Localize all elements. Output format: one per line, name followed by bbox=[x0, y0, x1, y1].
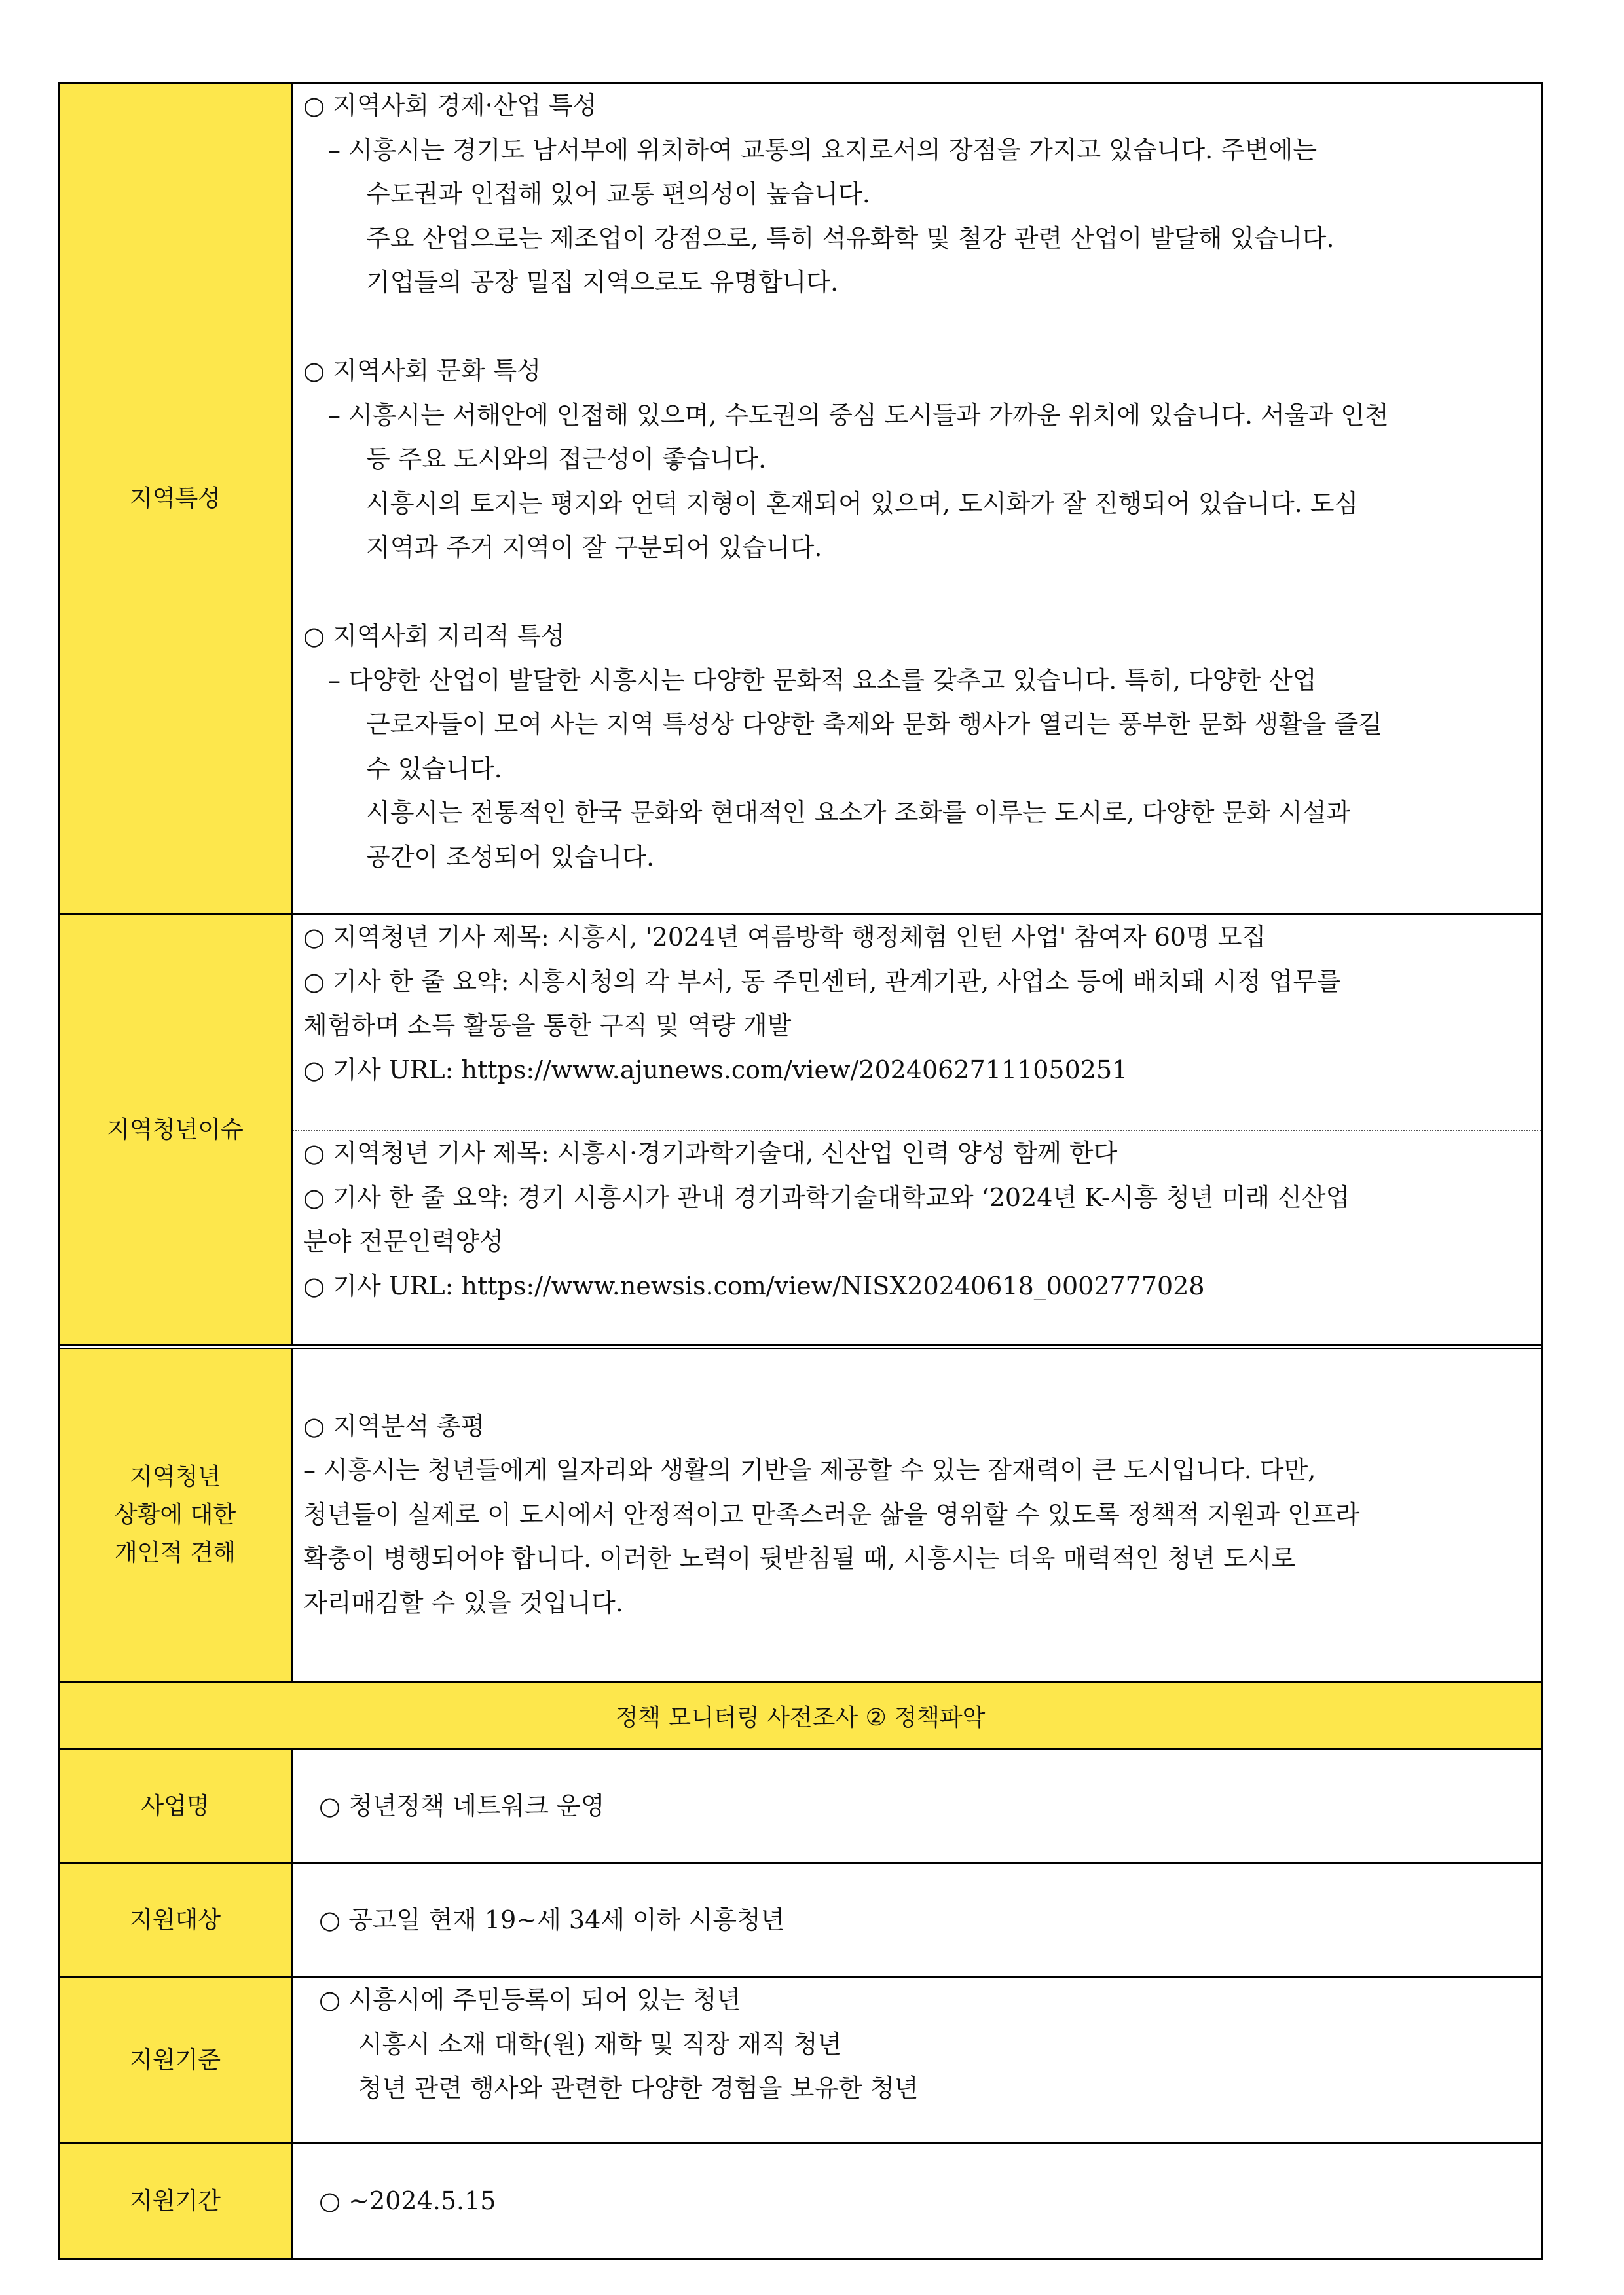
criteria-line: 시흥시 소재 대학(원) 재학 및 직장 재직 청년 bbox=[358, 2029, 842, 2059]
geography-line: 시흥시는 전통적인 한국 문화와 현대적인 요소가 조화를 이루는 도시로, 다양한 문화 시설과 bbox=[366, 798, 1351, 827]
geography-line: 공간이 조성되어 있습니다. bbox=[366, 842, 655, 872]
period-row bbox=[60, 2144, 1541, 2258]
target-row bbox=[60, 1864, 1541, 1978]
period-content bbox=[293, 2144, 1541, 2258]
opinion-line: 청년들이 실제로 이 도시에서 안정적이고 만족스러운 삶을 영위할 수 있도록 정책적 지원과 인프라 bbox=[303, 1499, 1360, 1529]
opinion-label-line: 지역청년 bbox=[129, 1463, 221, 1490]
article-2 bbox=[293, 1130, 1541, 1308]
project-content bbox=[293, 1750, 1541, 1862]
economy-line: 주요 산업으로는 제조업이 강점으로, 특히 석유화학 및 철강 관련 산업이 발달해 있습니다. bbox=[366, 223, 1335, 253]
economy-heading: ○ 지역사회 경제·산업 특성 bbox=[303, 91, 597, 120]
opinion-line: – 시흥시는 청년들에게 일자리와 생활의 기반을 제공할 수 있는 잠재력이 큰 도시입니다. 다만, bbox=[303, 1456, 1316, 1485]
project-label: 사업명 bbox=[60, 1750, 293, 1862]
economy-line: 수도권과 인접해 있어 교통 편의성이 높습니다. bbox=[366, 179, 870, 208]
criteria-label: 지원기준 bbox=[60, 1978, 293, 2142]
target-content bbox=[293, 1864, 1541, 1976]
economy-line: – 시흥시는 경기도 남서부에 위치하여 교통의 요지로서의 장점을 가지고 있습니다. 주변에는 bbox=[328, 135, 1318, 164]
region-row bbox=[60, 84, 1541, 915]
article-title: ○ 지역청년 기사 제목: 시흥시·경기과학기술대, 신산업 인력 양성 함께 한다 bbox=[303, 1139, 1118, 1167]
article-summary: 분야 전문인력양성 bbox=[303, 1227, 504, 1256]
region-content bbox=[293, 84, 1541, 913]
culture-line: 시흥시의 토지는 평지와 언덕 지형이 혼재되어 있으며, 도시화가 잘 진행되어 있습니다. 도심 bbox=[366, 488, 1359, 518]
criteria-content bbox=[293, 1978, 1541, 2142]
period-value: ○ ~2024.5.15 bbox=[319, 2186, 496, 2216]
target-value: ○ 공고일 현재 19~세 34세 이하 시흥청년 bbox=[319, 1905, 785, 1934]
geography-line: – 다양한 산업이 발달한 시흥시는 다양한 문화적 요소를 갖추고 있습니다. 특히, 다양한 산업 bbox=[328, 665, 1317, 695]
project-value: ○ 청년정책 네트워크 운영 bbox=[319, 1791, 605, 1820]
opinion-label bbox=[60, 1349, 293, 1681]
opinion-content bbox=[293, 1349, 1541, 1681]
document-table bbox=[58, 82, 1543, 2260]
youth-issue-label: 지역청년이슈 bbox=[60, 915, 293, 1344]
youth-issue-row bbox=[60, 915, 1541, 1349]
criteria-line: ○ 시흥시에 주민등록이 되어 있는 청년 bbox=[319, 1985, 741, 2014]
culture-heading: ○ 지역사회 문화 특성 bbox=[303, 356, 542, 385]
opinion-line: 확충이 병행되어야 합니다. 이러한 노력이 뒷받침될 때, 시흥시는 더욱 매력적인 청년 도시로 bbox=[303, 1544, 1296, 1573]
geography-line: 근로자들이 모여 사는 지역 특성상 다양한 축제와 문화 행사가 열리는 풍부한 문화 생활을 즐길 bbox=[366, 710, 1382, 739]
article-url[interactable]: ○ 기사 URL: https://www.newsis.com/view/NISX20240618_0002777028 bbox=[303, 1271, 1205, 1300]
culture-line: 등 주요 도시와의 접근성이 좋습니다. bbox=[366, 445, 767, 473]
target-label: 지원대상 bbox=[60, 1864, 293, 1976]
culture-line: 지역과 주거 지역이 잘 구분되어 있습니다. bbox=[366, 533, 822, 562]
culture-line: – 시흥시는 서해안에 인접해 있으며, 수도권의 중심 도시들과 가까운 위치에 있습니다. 서울과 인천 bbox=[328, 400, 1389, 430]
region-label: 지역특성 bbox=[60, 84, 293, 913]
criteria-row bbox=[60, 1978, 1541, 2144]
criteria-line: 청년 관련 행사와 관련한 다양한 경험을 보유한 청년 bbox=[358, 2074, 919, 2102]
geography-heading: ○ 지역사회 지리적 특성 bbox=[303, 621, 565, 650]
article-summary: ○ 기사 한 줄 요약: 시흥시청의 각 부서, 동 주민센터, 관계기관, 사업소 등에 배치돼 시정 업무를 bbox=[303, 966, 1341, 996]
opinion-label-line: 상황에 대한 bbox=[114, 1501, 236, 1528]
opinion-heading: ○ 지역분석 총평 bbox=[303, 1411, 485, 1441]
article-summary: 체험하며 소득 활동을 통한 구직 및 역량 개발 bbox=[303, 1011, 792, 1040]
opinion-label-line: 개인적 견해 bbox=[114, 1539, 236, 1566]
policy-section-title: 정책 모니터링 사전조사 ② 정책파악 bbox=[60, 1683, 1541, 1750]
project-row bbox=[60, 1750, 1541, 1864]
article-summary: ○ 기사 한 줄 요약: 경기 시흥시가 관내 경기과학기술대학교와 ‘2024년 K-시흥 청년 미래 신산업 bbox=[303, 1183, 1350, 1212]
article-1 bbox=[293, 915, 1541, 1130]
article-title: ○ 지역청년 기사 제목: 시흥시, '2024년 여름방학 행정체험 인턴 사업' 참여자 60명 모집 bbox=[303, 923, 1266, 951]
period-label: 지원기간 bbox=[60, 2144, 293, 2258]
opinion-line: 자리매김할 수 있을 것입니다. bbox=[303, 1588, 623, 1617]
opinion-row bbox=[60, 1349, 1541, 1683]
economy-line: 기업들의 공장 밀집 지역으로도 유명합니다. bbox=[366, 268, 839, 297]
geography-line: 수 있습니다. bbox=[366, 754, 502, 783]
youth-issue-content bbox=[293, 915, 1541, 1344]
article-url[interactable]: ○ 기사 URL: https://www.ajunews.com/view/20240627111050251 bbox=[303, 1055, 1128, 1084]
